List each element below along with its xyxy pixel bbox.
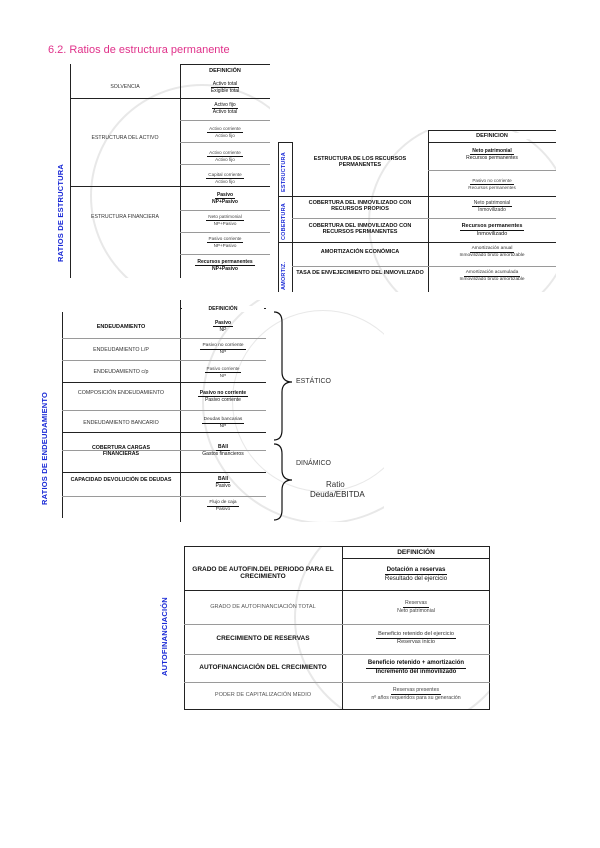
row-label-envejecimiento: TASA DE ENVEJECIMIENTO DEL INMOVILIZADO xyxy=(296,270,424,276)
row-label-grado-autofin-periodo: GRADO DE AUTOFIN.DEL PERIODO PARA EL CRECIMIENTO xyxy=(192,566,334,580)
definicion-header-4: DEFINICIÓN xyxy=(344,549,488,556)
row-label-estructura-activo: ESTRUCTURA DEL ACTIVO xyxy=(91,135,159,141)
row-label-endeudamiento-bancario: ENDEUDAMIENTO BANCARIO xyxy=(83,420,159,426)
grouping-braces xyxy=(270,310,300,522)
formula-solvencia: Activo total Exigible total xyxy=(210,81,240,95)
formula-estructura-activo-3: Activo corriente Activo fijo xyxy=(209,150,241,162)
definicion-header-2: DEFINICION xyxy=(430,133,554,139)
formula-endeudamiento-cp: Pasivo corriente NP xyxy=(206,366,240,378)
ratio-annotation-line2: Deuda/EBITDA xyxy=(310,490,365,499)
formula-grado-autofin-periodo: Dotación a reservas Resultado del ejercicio xyxy=(384,566,448,582)
row-label-endeudamiento-cp: ENDEUDAMIENTO c/p xyxy=(93,369,149,375)
ratios-endeudamiento-panel xyxy=(62,300,384,522)
amortiz-side-label: AMORTIZ. xyxy=(281,261,287,290)
formula-flujo-caja: Flujo de caja Pasivo xyxy=(209,500,237,512)
row-label-poder-capitalizacion: PODER DE CAPITALIZACIÓN MEDIO xyxy=(214,692,312,698)
row-label-estructura-recursos: ESTRUCTURA DE LOS RECURSOS PERMANENTES xyxy=(313,156,407,168)
formula-cobertura-permanentes: Recursos permanentes Inmovilizado xyxy=(461,223,523,237)
autofinanciacion-side-label: AUTOFINANCIACIÓN xyxy=(160,597,169,676)
row-label-cobertura-permanentes: COBERTURA DEL INMOVILIZADO CON RECURSOS PERMANENTES xyxy=(308,223,412,235)
row-label-autofin-crecimiento: AUTOFINANCIACIÓN DEL CRECIMIENTO xyxy=(199,664,327,671)
formula-estructura-activo-2: Activo corriente Activo fijo xyxy=(209,126,241,138)
ratios-estructura-panel xyxy=(70,64,270,278)
formula-autofin-crecimiento: Beneficio retenido + amortización Incremento del inmovilizado xyxy=(367,660,465,675)
row-label-crecimiento-reservas: CRECIMIENTO DE RESERVAS xyxy=(216,635,310,642)
formula-endeudamiento: Pasivo NP xyxy=(214,320,232,334)
formula-amortizacion: Amortización anual Inmovilizado bruto amortizable xyxy=(459,246,525,258)
ratio-annotation-line1: Ratio xyxy=(326,480,345,489)
row-label-endeudamiento-lp: ENDEUDAMIENTO L/P xyxy=(93,347,149,353)
formula-cobertura-propios: Neto patrimonial Inmovilizado xyxy=(473,200,511,214)
ratios-estructura-side-label: RATIOS DE ESTRUCTURA xyxy=(56,163,65,262)
row-label-cobertura-cargas: COBERTURA CARGAS FINANCIERAS xyxy=(91,445,151,457)
row-label-amortizacion: AMORTIZACIÓN ECONÓMICA xyxy=(320,249,400,255)
formula-estructura-financiera-2: Neto patrimonial NP+Pasivo xyxy=(208,214,242,226)
formula-crecimiento-reservas: Beneficio retenido del ejercicio Reservas inicio xyxy=(378,631,454,645)
autofinanciacion-panel xyxy=(184,546,490,710)
formula-envejecimiento: Amortización acumulada Inmovilizado bruto amortizable xyxy=(459,270,525,282)
row-label-grado-autofin-total: GRADO DE AUTOFINANCIACIÓN TOTAL xyxy=(210,604,316,610)
row-label-composicion: COMPOSICIÓN ENDEUDAMIENTO xyxy=(77,390,165,396)
definicion-header: DEFINICIÓN xyxy=(182,68,268,74)
formula-capacidad-devolucion: BAII Pasivo xyxy=(215,476,231,490)
static-annotation: ESTÁTICO xyxy=(296,378,332,385)
row-label-endeudamiento: ENDEUDAMIENTO xyxy=(96,324,146,330)
definicion-header-3: DEFINICIÓN xyxy=(182,306,264,312)
dynamic-annotation: DINÁMICO xyxy=(296,460,331,467)
formula-estructura-financiera-3: Pasivo corriente NP+Pasivo xyxy=(208,236,242,248)
formula-cobertura-cargas: BAII Gastos financieros xyxy=(202,444,244,458)
formula-poder-capitalizacion: Reservas presentes nº años requeridos para su generación xyxy=(371,687,461,701)
row-label-capacidad-devolucion: CAPACIDAD DEVOLUCIÓN DE DEUDAS xyxy=(70,477,172,483)
row-label-cobertura-propios: COBERTURA DEL INMOVILIZADO CON RECURSOS PROPIOS xyxy=(308,200,412,212)
formula-estructura-financiera-4: Recursos permanentes NP+Pasivo xyxy=(197,259,253,273)
cobertura-side-label: COBERTURA xyxy=(281,203,287,240)
formula-endeudamiento-bancario: Deudas bancarias NP xyxy=(203,417,243,429)
formula-grado-autofin-total: Reservas Neto patrimonial xyxy=(397,600,435,614)
ratios-recursos-panel xyxy=(278,130,556,292)
estructura-side-label: ESTRUCTURA xyxy=(281,152,287,192)
formula-estructura-activo-4: Capital corriente Activo fijo xyxy=(208,172,242,184)
formula-estructura-recursos-2: Pasivo no corriente Recursos permanentes xyxy=(468,178,516,190)
formula-estructura-recursos-1: Neto patrimonial Recursos permanentes xyxy=(466,148,518,162)
formula-estructura-financiera-1: Pasivo NP+Pasivo xyxy=(212,192,238,206)
formula-estructura-activo-1: Activo fijo Activo total xyxy=(212,102,238,116)
formula-endeudamiento-lp: Pasivo no corriente NP xyxy=(202,343,244,355)
page-title: 6.2. Ratios de estructura permanente xyxy=(48,44,230,56)
row-label-solvencia: SOLVENCIA xyxy=(110,84,140,90)
ratios-endeudamiento-side-label: RATIOS DE ENDEUDAMIENTO xyxy=(40,391,49,505)
formula-composicion: Pasivo no corriente Pasivo corriente xyxy=(199,390,247,404)
row-label-estructura-financiera: ESTRUCTURA FINANCIERA xyxy=(90,214,160,220)
